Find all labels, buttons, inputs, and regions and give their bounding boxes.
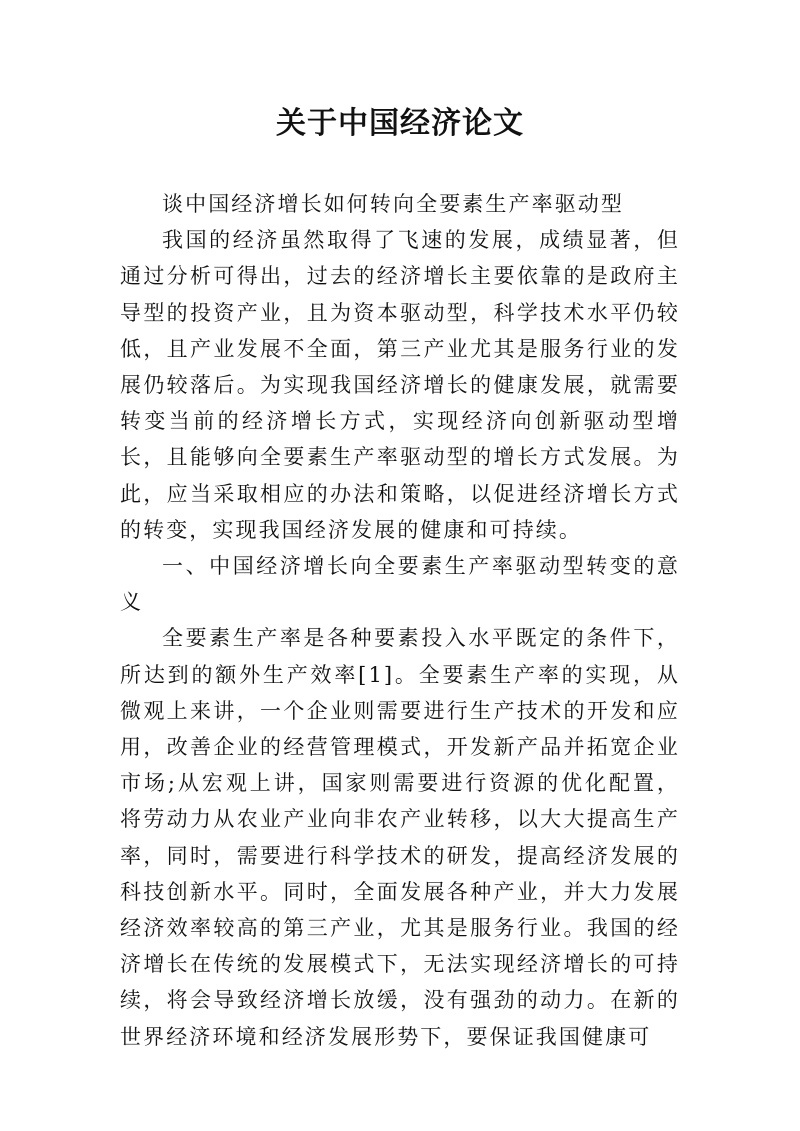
document-title: 关于中国经济论文 [276, 106, 524, 141]
section-heading: 谈中国经济增长如何转向全要素生产率驱动型 [162, 192, 624, 216]
paragraph: 我国的经济虽然取得了飞速的发展，成绩显著，但通过分析可得出，过去的经济增长主要依靠的是政府主导型的投资产业，且为资本驱动型，科学技术水平仍较低，且产业发展不全面，第三产业尤其是服务行业的发展仍较落后。为实现我国经济增长的健康发展，就需要转变当前的经济增长方式，实现经济向创新驱动型增长，且能够向全要素生产率驱动型的增长方式发展。为此，应当采取相应的办法和策略，以促进经济增长方式的转变，实现我国经济发展的健康和可持续。 [120, 228, 680, 542]
section-heading: 一、中国经济增长向全要素生产率驱动型转变的意义 [120, 554, 680, 615]
document-body [120, 186, 680, 1055]
paragraph: 全要素生产率是各种要素投入水平既定的条件下，所达到的额外生产效率[1]。全要素生产率的实现，从微观上来讲，一个企业则需要进行生产技术的开发和应用，改善企业的经营管理模式，开发新产品并拓宽企业市场;从宏观上讲，国家则需要进行资源的优化配置，将劳动力从农业产业向非农产业转移，以大大提高生产率，同时，需要进行科学技术的研发，提高经济发展的科技创新水平。同时，全面发展各种产业，并大力发展经济效率较高的第三产业，尤其是服务行业。我国的经济增长在传统的发展模式下，无法实现经济增长的可持续，将会导致经济增长放缓，没有强劲的动力。在新的世界经济环境和经济发展形势下，要保证我国健康可 [120, 626, 680, 1049]
